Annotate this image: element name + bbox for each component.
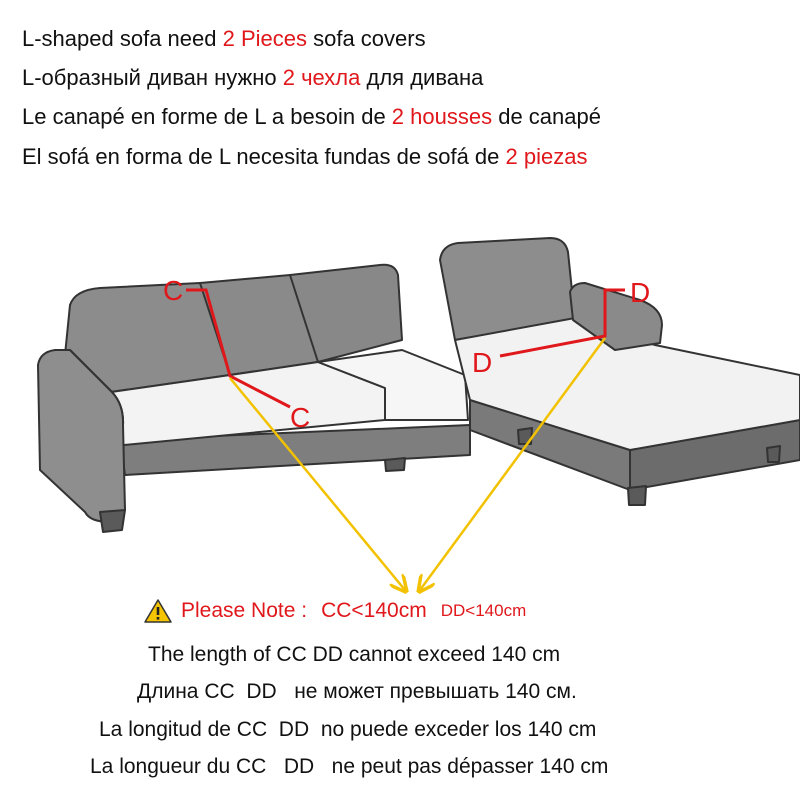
note-cc-limit: CC<140cm: [321, 599, 427, 622]
bottom-line-spanish: La longitud de CC DD no puede exceder los 140 cm: [99, 718, 597, 741]
left-sofa: [38, 265, 470, 532]
label-c-bottom: C: [290, 402, 311, 433]
header-line-spanish: El sofá en forma de L necesita fundas de sofá de 2 piezas: [22, 144, 588, 169]
label-d-top: D: [630, 277, 651, 308]
header-line-english: L-shaped sofa need 2 Pieces sofa covers: [22, 26, 426, 51]
bottom-line-english: The length of CC DD cannot exceed 140 cm: [148, 643, 561, 666]
highlight-pieces: 2 piezas: [505, 144, 588, 169]
right-chaise-sofa: [440, 238, 800, 505]
label-c-top: C: [163, 275, 184, 306]
header-line-russian: L-образный диван нужно 2 чехла для дивана: [22, 65, 484, 90]
highlight-pieces: 2 Pieces: [222, 26, 307, 51]
label-d-bottom: D: [472, 347, 493, 378]
header-line-french: Le canapé en forme de L a besoin de 2 housses de canapé: [22, 104, 601, 129]
highlight-pieces: 2 housses: [391, 104, 493, 129]
note-dd-limit: DD<140cm: [440, 601, 527, 620]
note-label: Please Note :: [181, 599, 308, 622]
warning-triangle-icon: [143, 598, 173, 624]
highlight-pieces: 2 чехла: [282, 65, 361, 90]
note-line: [143, 598, 526, 624]
bottom-line-russian: Длина CC DD не может превышать 140 см.: [137, 680, 577, 703]
bottom-line-french: La longueur du CC DD ne peut pas dépasser 140 cm: [90, 755, 609, 778]
